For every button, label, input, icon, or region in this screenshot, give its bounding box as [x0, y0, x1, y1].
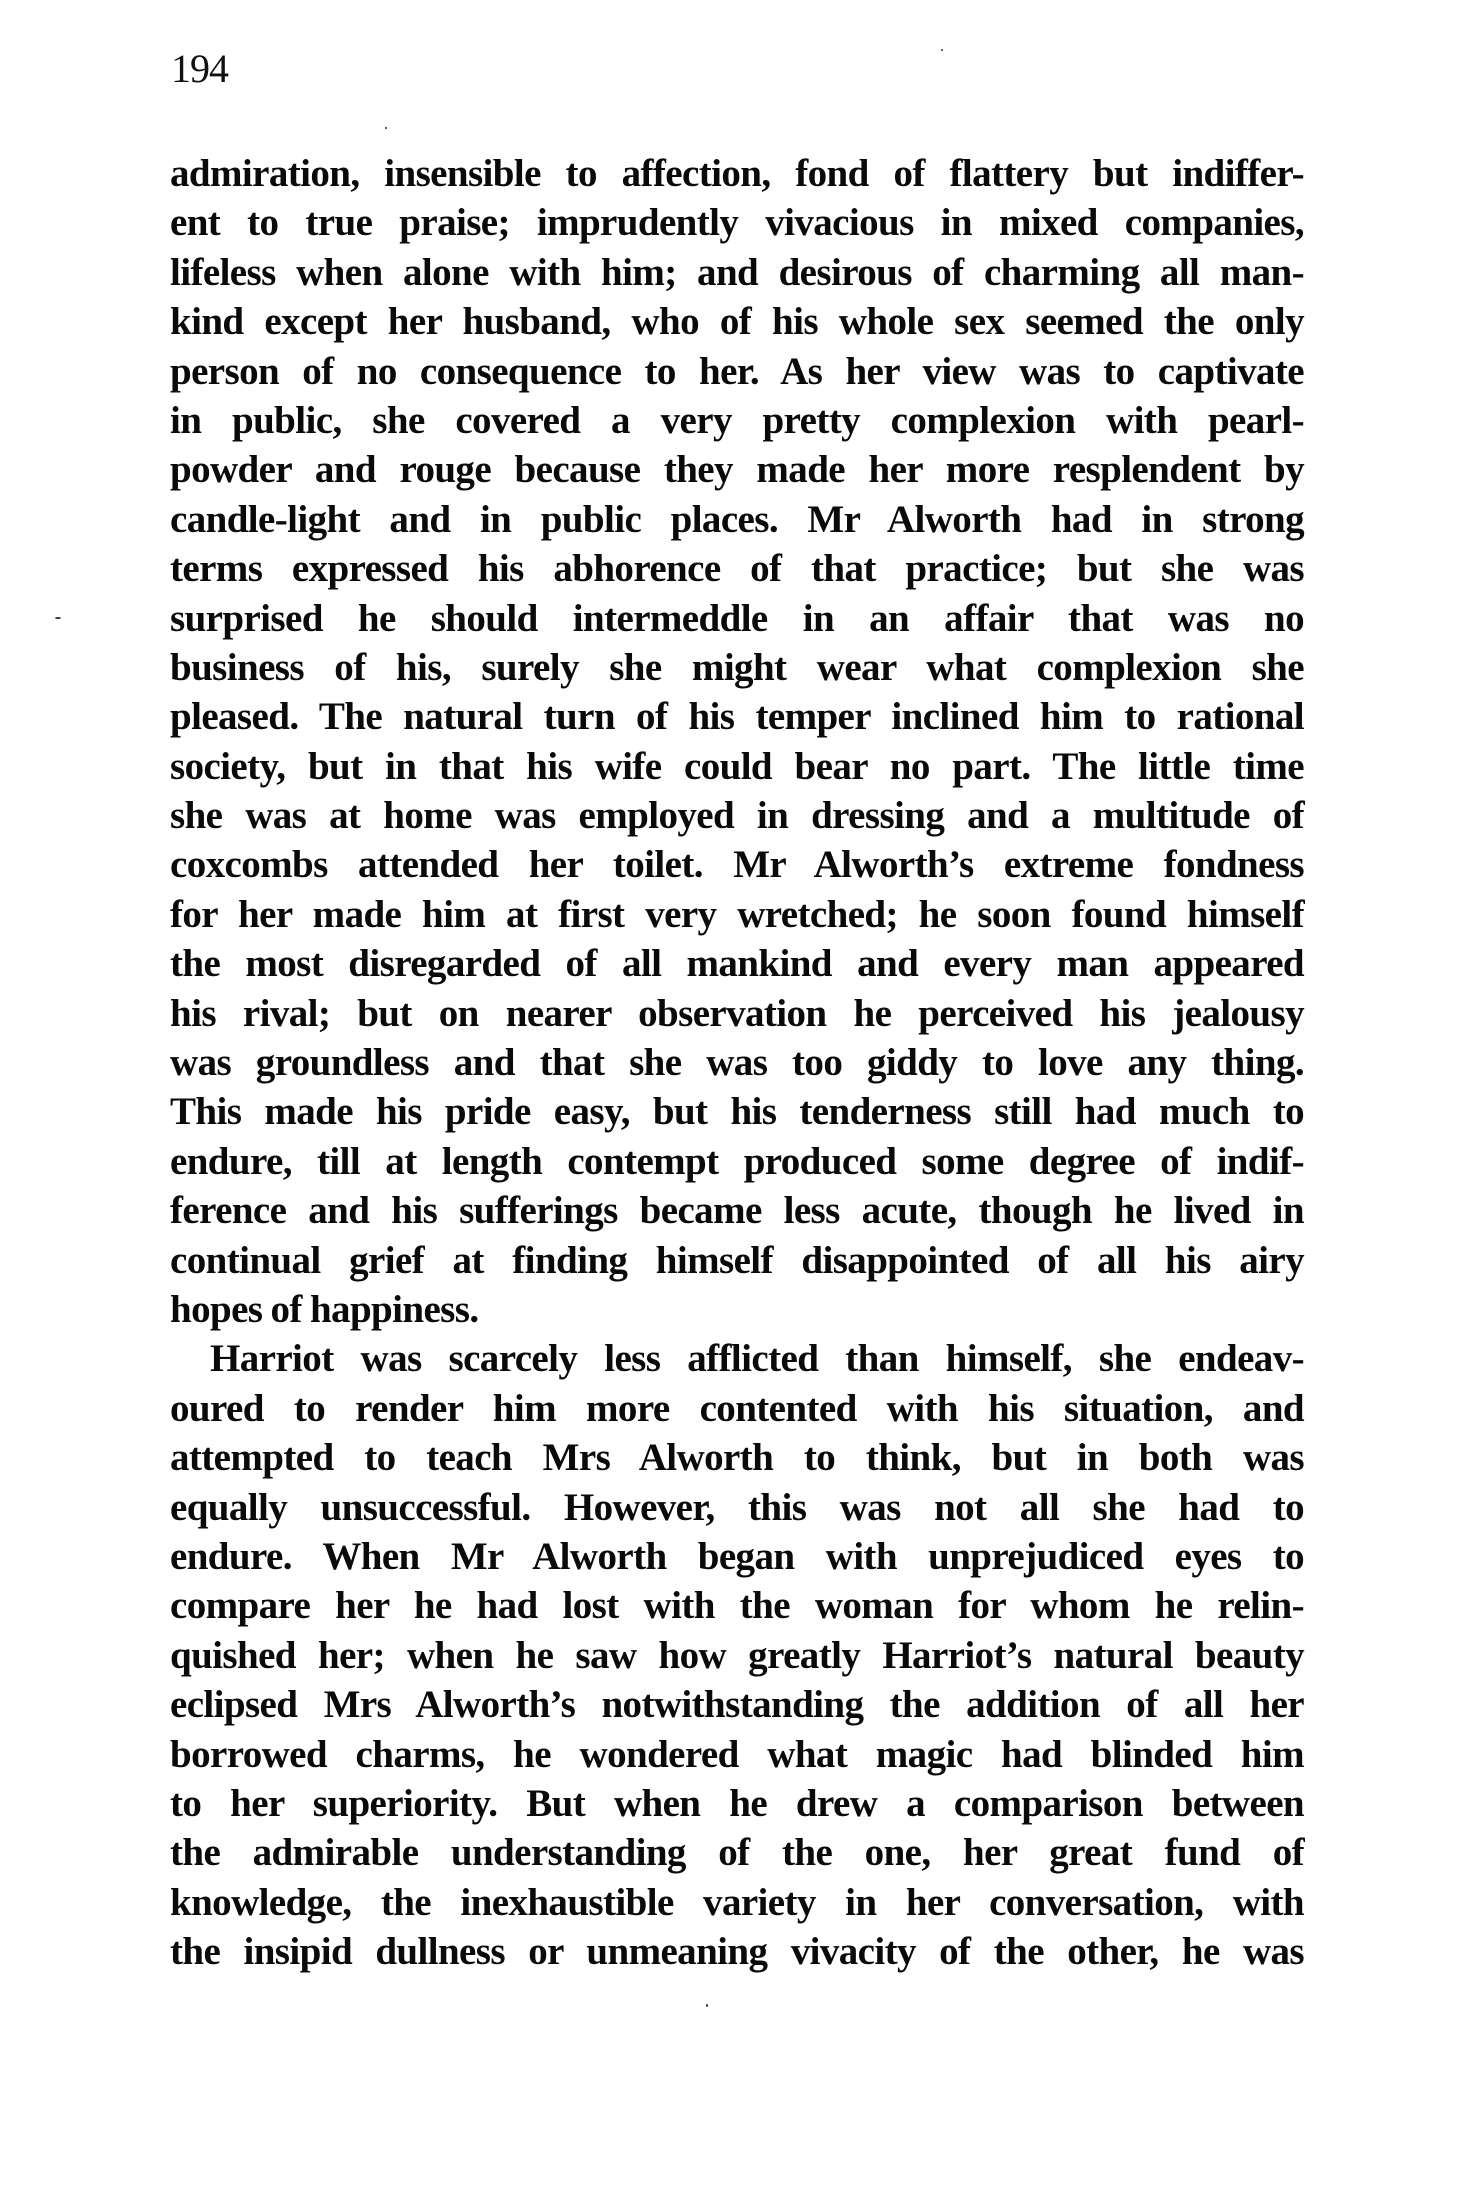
text-line: business of his, surely she might wear what complexion she — [170, 645, 1304, 689]
text-line: to her superiority. But when he drew a comparison between — [170, 1781, 1304, 1825]
scan-speck — [385, 127, 387, 129]
text-line: for her made him at first very wretched; he soon found himself — [170, 892, 1304, 936]
text-line: oured to render him more contented with his situation, and — [170, 1386, 1304, 1430]
scan-speck — [55, 617, 61, 619]
page-number: 194 — [171, 46, 228, 91]
text-line: eclipsed Mrs Alworth’s notwithstanding the addition of all her — [170, 1683, 1304, 1727]
text-line: ference and his sufferings became less acute, though he lived in — [170, 1189, 1304, 1233]
text-line: society, but in that his wife could bear no part. The little time — [170, 744, 1304, 788]
text-line: endure. When Mr Alworth began with unprejudiced eyes to — [170, 1534, 1304, 1578]
text-line: the most disregarded of all mankind and every man appeared — [170, 942, 1304, 986]
text-line: in public, she covered a very pretty complexion with pearl- — [170, 398, 1304, 442]
text-line: ent to true praise; imprudently vivacious in mixed companies, — [170, 201, 1304, 245]
scan-speck — [941, 49, 943, 51]
text-line: borrowed charms, he wondered what magic had blinded him — [170, 1732, 1304, 1776]
text-line: person of no consequence to her. As her view was to captivate — [170, 349, 1304, 393]
text-line: attempted to teach Mrs Alworth to think, but in both was — [170, 1436, 1304, 1480]
scan-speck — [706, 2004, 708, 2007]
text-line: quished her; when he saw how greatly Harriot’s natural beauty — [170, 1633, 1304, 1677]
text-line: was groundless and that she was too giddy to love any thing. — [170, 1041, 1304, 1085]
body-text — [170, 149, 1304, 1976]
text-line: lifeless when alone with him; and desirous of charming all man- — [170, 250, 1304, 294]
text-line: coxcombs attended her toilet. Mr Alworth’s extreme fondness — [170, 843, 1304, 887]
text-line: continual grief at finding himself disappointed of all his airy — [170, 1238, 1304, 1282]
paragraph-start-line: Harriot was scarcely less afflicted than himself, she endeav- — [210, 1337, 1304, 1381]
text-line: knowledge, the inexhaustible variety in her conversation, with — [170, 1880, 1304, 1924]
text-line: equally unsuccessful. However, this was not all she had to — [170, 1485, 1304, 1529]
text-line: the admirable understanding of the one, her great fund of — [170, 1831, 1304, 1875]
text-line: kind except her husband, who of his whole sex seemed the only — [170, 300, 1304, 344]
text-line: she was at home was employed in dressing and a multitude of — [170, 794, 1304, 838]
text-line: pleased. The natural turn of his temper inclined him to rational — [170, 695, 1304, 739]
text-line: candle-light and in public places. Mr Alworth had in strong — [170, 497, 1304, 541]
text-line: the insipid dullness or unmeaning vivacity of the other, he was — [170, 1930, 1304, 1974]
paragraph-end-line: hopes of happiness. — [170, 1287, 479, 1331]
text-line: admiration, insensible to affection, fond of flattery but indiffer- — [170, 152, 1304, 195]
text-line: his rival; but on nearer observation he perceived his jealousy — [170, 991, 1304, 1035]
text-line: surprised he should intermeddle in an affair that was no — [170, 596, 1304, 640]
text-line: terms expressed his abhorence of that practice; but she was — [170, 547, 1304, 591]
text-line: compare her he had lost with the woman for whom he relin- — [170, 1584, 1304, 1628]
text-line: This made his pride easy, but his tenderness still had much to — [170, 1090, 1304, 1134]
text-line: powder and rouge because they made her more resplendent by — [170, 448, 1304, 492]
text-line: endure, till at length contempt produced some degree of indif- — [170, 1139, 1304, 1183]
